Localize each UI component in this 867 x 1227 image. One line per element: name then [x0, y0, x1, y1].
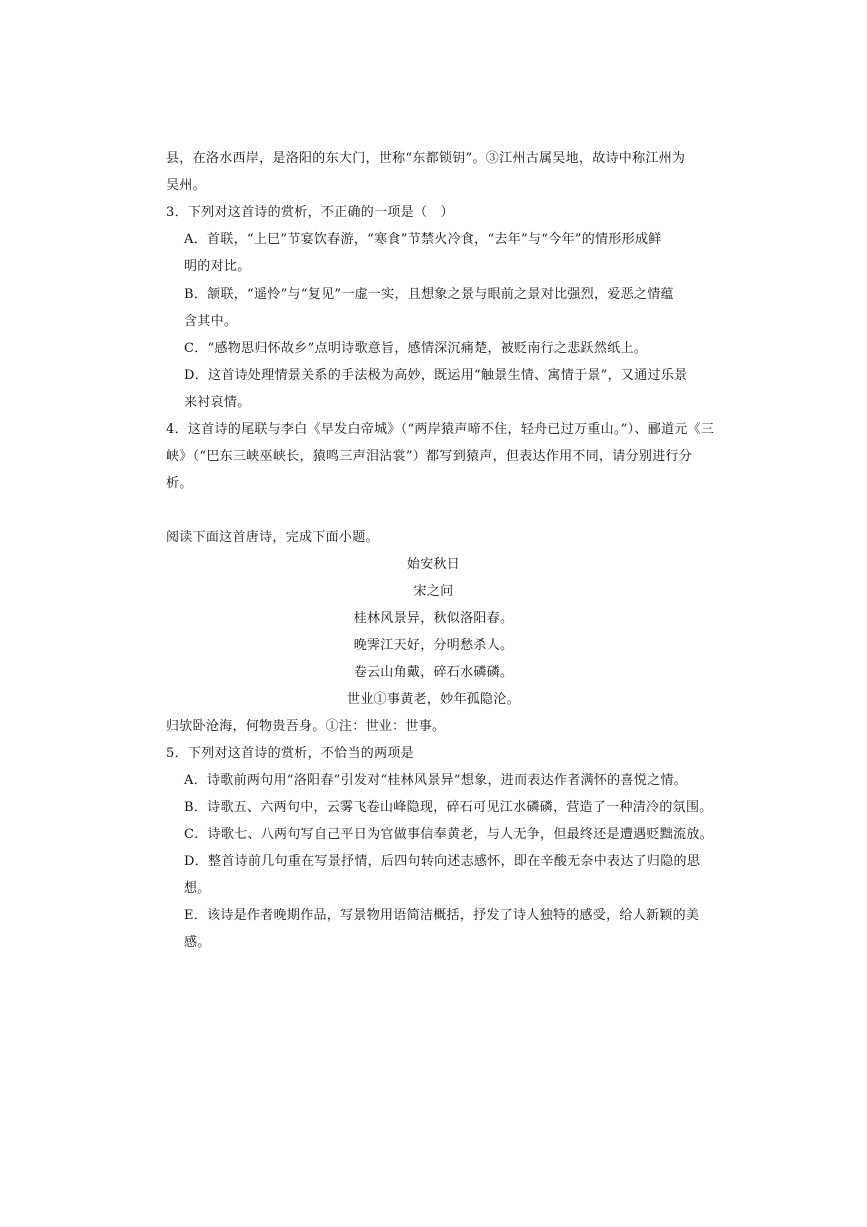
- question-5-option-d: D．整首诗前几句重在写景抒情，后四句转向述志感怀，即在辛酸无奈中表达了归隐的思: [184, 854, 701, 869]
- question-3-option-b-cont: 含其中。: [184, 314, 238, 329]
- poem-title: 始安秋日: [406, 557, 461, 572]
- question-5-option-e: E．该诗是作者晚期作品，写景物用语简洁概括，抒发了诗人独特的感受，给人新颖的美: [184, 908, 700, 923]
- footnote-line-2: 吴州。: [166, 178, 206, 193]
- question-5-option-b: B．诗歌五、六两句中，云雾飞卷山峰隐现，碎石可见江水磷磷，营造了一种清冷的氛围。: [184, 800, 713, 815]
- question-5-option-e-cont: 感。: [184, 935, 211, 950]
- question-3-option-a-cont: 明的对比。: [184, 259, 251, 274]
- question-3-option-c: C．“感物思归怀故乡”点明诗歌意旨，感情深沉痛楚，被贬南行之悲跃然纸上。: [184, 341, 648, 356]
- question-4-line-2: 峡》（“巴东三峡巫峡长，猿鸣三声泪沾裳”）都写到猿声，但表达作用不同，请分别进行分: [166, 449, 693, 464]
- question-3-option-b: B．颔联，“遥怜”与“复见”一虚一实，且想象之景与眼前之景对比强烈，爱恶之情蕴: [184, 287, 674, 302]
- reading-intro: 阅读下面这首唐诗，完成下面小题。: [166, 530, 379, 545]
- poem-verse-3: 卷云山角戴，碎石水磷磷。: [353, 665, 514, 680]
- question-3-option-d: D．这首诗处理情景关系的手法极为高妙，既运用“触景生情、寓情于景”，又通过乐景: [184, 368, 688, 383]
- poem-verse-1: 桂林风景异，秋似洛阳春。: [353, 611, 514, 626]
- question-3-option-a: A．首联，“上巳”节宴饮春游，“寒食”节禁火冷食，“去年”与“今年”的情形形成鲜: [184, 232, 662, 247]
- question-4-line-3: 析。: [166, 476, 193, 491]
- question-5-stem: 5．下列对这首诗的赏析，不恰当的两项是: [166, 746, 414, 761]
- poem-author: 宋之问: [413, 584, 454, 599]
- poem-verse-2: 晚霁江天好，分明愁杀人。: [353, 638, 514, 653]
- question-5-option-d-cont: 想。: [184, 881, 211, 896]
- question-3-option-d-cont: 来衬哀情。: [184, 395, 251, 410]
- question-3-stem: 3．下列对这首诗的赏析，不正确的一项是（ ）: [166, 205, 454, 220]
- poem-verse-4: 世业①事黄老，妙年孤隐沦。: [347, 692, 520, 707]
- footnote-line-1: 县，在洛水西岸，是洛阳的东大门，世称“东都锁钥”。③江州古属吴地，故诗中称江州为: [166, 151, 686, 166]
- poem-verse-5-with-note: 归欤卧沧海，何物贵吾身。①注：世业：世事。: [166, 719, 446, 734]
- question-5-option-c: C．诗歌七、八两句写自己平日为官做事信奉黄老，与人无争，但最终还是遭遇贬黜流放。: [184, 827, 713, 842]
- question-4-line-1: 4．这首诗的尾联与李白《早发白帝城》（“两岸猿声啼不住，轻舟已过万重山。”）、郦道元《三: [166, 422, 715, 437]
- question-5-option-a: A．诗歌前两句用“洛阳春”引发对“桂林风景异”想象，进而表达作者满怀的喜悦之情。: [184, 773, 687, 788]
